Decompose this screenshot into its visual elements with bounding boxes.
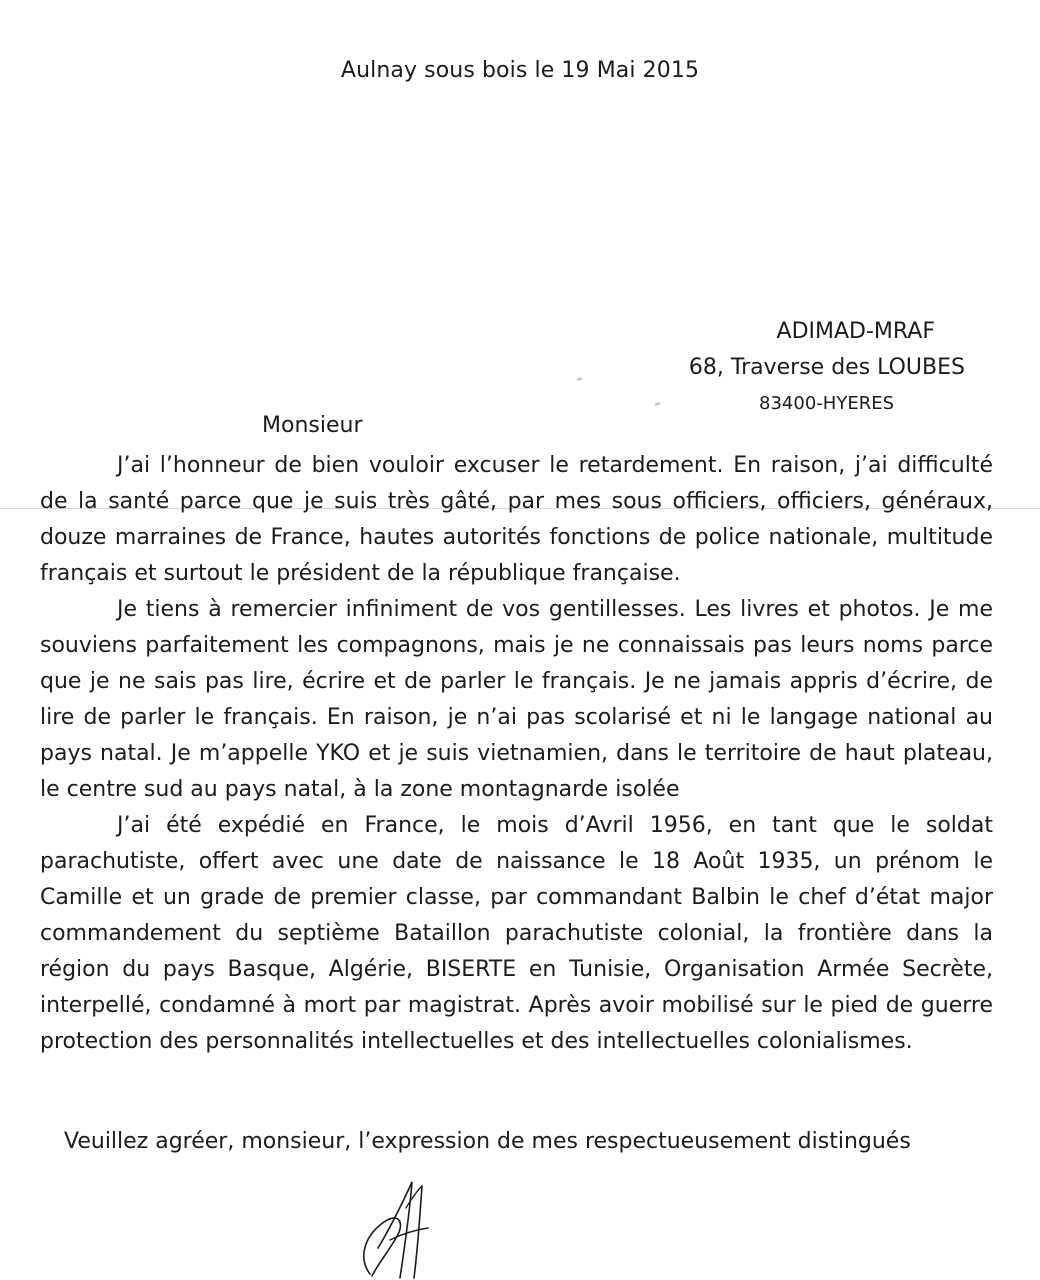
closing-formula: Veuillez agréer, monsieur, l’expression de mes respectueusement distingués [64, 1129, 911, 1154]
paragraph-apology: J’ai l’honneur de bien vouloir excuser le retardement. En raison, j’ai difficulté de la santé parce que je suis très gâté, par mes sous officiers, officiers, généraux, douze marraines de France, hautes autorités fonctions de police nationale, multitude français et surtout le président de la république française. [40, 453, 993, 586]
handwritten-signature [350, 1178, 470, 1280]
letter-date: Aulnay sous bois le 19 Mai 2015 [340, 58, 700, 83]
paragraph-thanks: Je tiens à remercier infiniment de vos gentillesses. Les livres et photos. Je me souviens parfaitement les compagnons, mais je ne connaissais pas leurs noms parce que je ne sais pas lire, écrire et de parler le français. Je ne jamais appris d’écrire, de lire de parler le français. En raison, je n’ai pas scolarisé et ni le langage national au pays natal. Je m’appelle YKO et je suis vietnamien, dans le territoire de haut plateau, le centre sud au pays natal, à la zone montagnarde isolée [40, 597, 993, 802]
recipient-address [550, 314, 970, 422]
recipient-organization: ADIMAD-MRAF [776, 319, 935, 344]
letter-body [40, 448, 993, 1060]
salutation: Monsieur [262, 413, 363, 438]
paragraph-history: J’ai été expédié en France, le mois d’Avril 1956, en tant que le soldat parachutiste, offert avec une date de naissance le 18 Août 1935, un prénom le Camille et un grade de premier classe, par commandant Balbin le chef d’état major commandement du septième Bataillon parachutiste colonial, la frontière dans la région du pays Basque, Algérie, BISERTE en Tunisie, Organisation Armée Secrète, interpellé, condamné à mort par magistrat. Après avoir mobilisé sur le pied de guerre protection des personnalités intellectuelles et des intellectuelles colonialismes. [40, 813, 993, 1054]
recipient-street: 68, Traverse des LOUBES [688, 355, 965, 380]
recipient-postal-city: 83400-HYERES [759, 393, 894, 414]
